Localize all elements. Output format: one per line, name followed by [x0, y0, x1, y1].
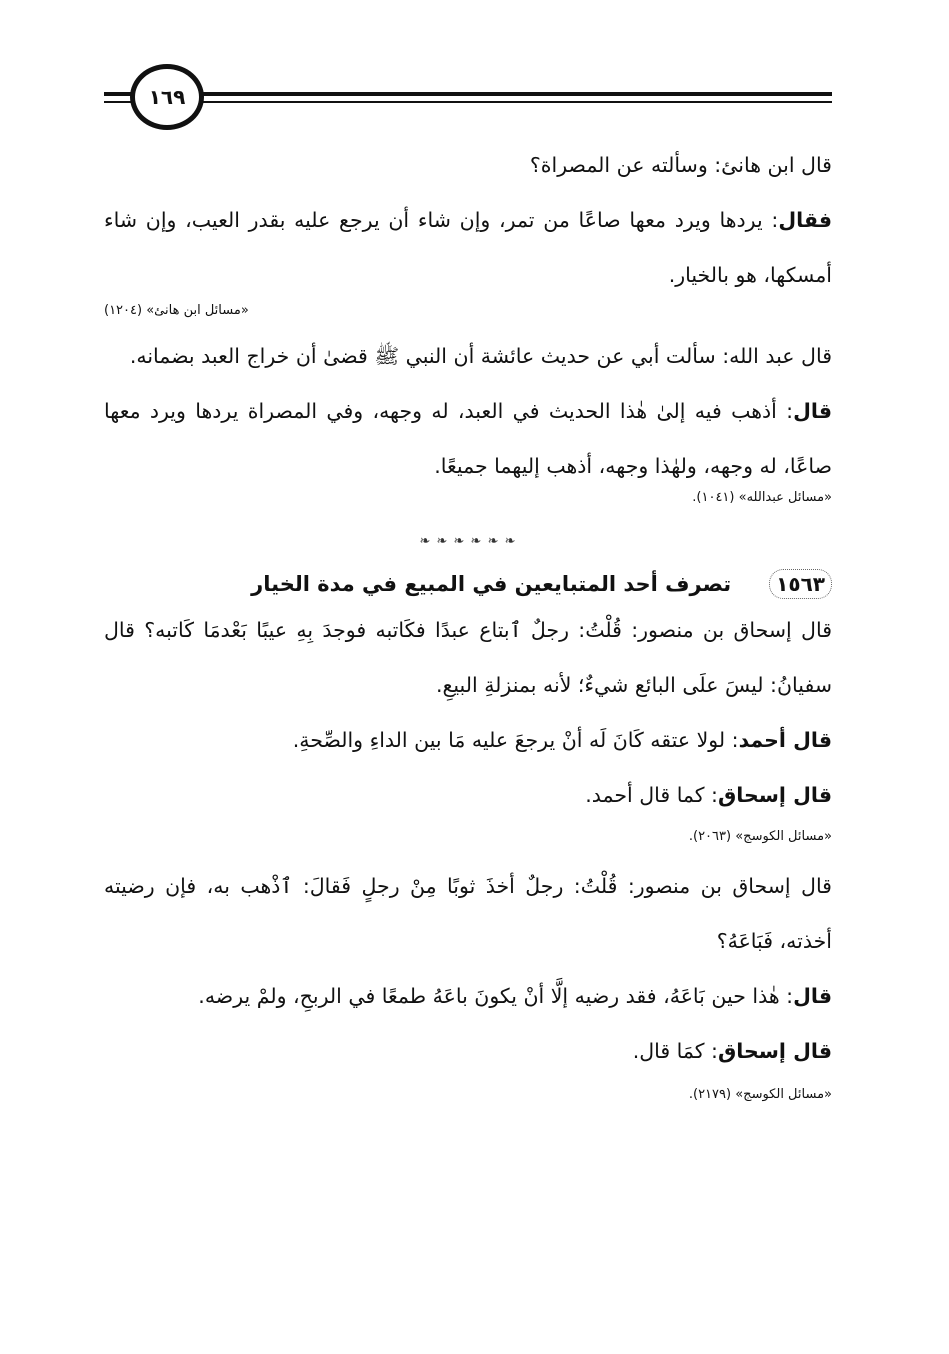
paragraph-text: : كما قال أحمد.: [585, 783, 718, 807]
paragraph-text: : هٰذا حين بَاعَهُ، فقد رضيه إلَّا أنْ يكونَ باعَهُ طمعًا في الربحِ، ولمْ يرضه.: [198, 984, 794, 1008]
speaker-label: قال: [793, 399, 832, 423]
paragraph: [104, 1024, 832, 1079]
page-header: [104, 64, 832, 136]
chapter-title: تصرف أحد المتبايعين في المبيع في مدة الخيار: [251, 572, 732, 596]
header-rule-thick-right: [200, 92, 832, 96]
paragraph-text: : كمَا قال.: [632, 1039, 718, 1063]
paragraph-text: : أذهب فيه إلىٰ هٰذا الحديث في العبد، له وجهه، وفي المصراة يردها ويرد معها صاعًا، له وجهه، ولهٰذا وجهه، أذهب إليهما جميعًا.: [104, 399, 832, 478]
page-number: ١٦٩: [148, 85, 186, 109]
paragraph-text: : لولا عتقه كَانَ لَه أنْ يرجعَ عليه مَا بين الداءِ والصِّحةِ.: [292, 728, 739, 752]
paragraph: قال إسحاق بن منصور: قُلْتُ: رجلٌ ٱبتاع عبدًا فكَاتبه فوجدَ بِهِ عيبًا بَعْدمَا كَاتبه؟ قال سفيانُ: ليسَ علَى البائع شيءٌ؛ لأنه بمنزلةِ البيعِ.: [104, 618, 832, 697]
chapter-heading: [104, 569, 832, 599]
citation: «مسائل الكوسج» (٢٠٦٣).: [688, 829, 832, 844]
paragraph: قال إسحاق بن منصور: قُلْتُ: رجلٌ أخذَ ثوبًا مِنْ رجلٍ فَقالَ: ٱذْهب به، فإن رضيته أخذته، فَبَاعَهُ؟: [104, 874, 832, 953]
paragraph: [104, 969, 832, 1024]
speaker-label: فقال: [778, 208, 832, 232]
paragraph: قال ابن هانئ: وسألته عن المصراة؟: [529, 153, 832, 177]
paragraph: [104, 713, 832, 768]
citation: «مسائل عبدالله» (١٠٤١).: [692, 490, 832, 505]
paragraph: [104, 768, 832, 823]
section-divider: ❧ ❧ ❧ ❧ ❧ ❧: [419, 534, 517, 549]
chapter-number: ١٥٦٣: [769, 569, 832, 599]
paragraph: قال عبد الله: سألت أبي عن حديث عائشة أن النبي ﷺ قضىٰ أن خراج العبد بضمانه.: [129, 344, 832, 368]
paragraph: [104, 193, 832, 303]
header-rule-thin-right: [200, 101, 832, 103]
speaker-label: قال: [793, 984, 832, 1008]
speaker-label: قال أحمد: [738, 728, 832, 752]
page-number-circle: [130, 64, 204, 130]
paragraph-text: : يردها ويرد معها صاعًا من تمر، وإن شاء أن يرجع عليه بقدر العيب، وإن شاء أمسكها، هو بالخيار.: [104, 208, 832, 287]
page-content: [104, 140, 832, 1105]
citation: «مسائل ابن هانئ» (١٢٠٤): [104, 303, 249, 318]
speaker-label: قال إسحاق: [717, 783, 832, 807]
citation: «مسائل الكوسج» (٢١٧٩).: [688, 1087, 832, 1102]
paragraph: [104, 384, 832, 494]
speaker-label: قال إسحاق: [717, 1039, 832, 1063]
